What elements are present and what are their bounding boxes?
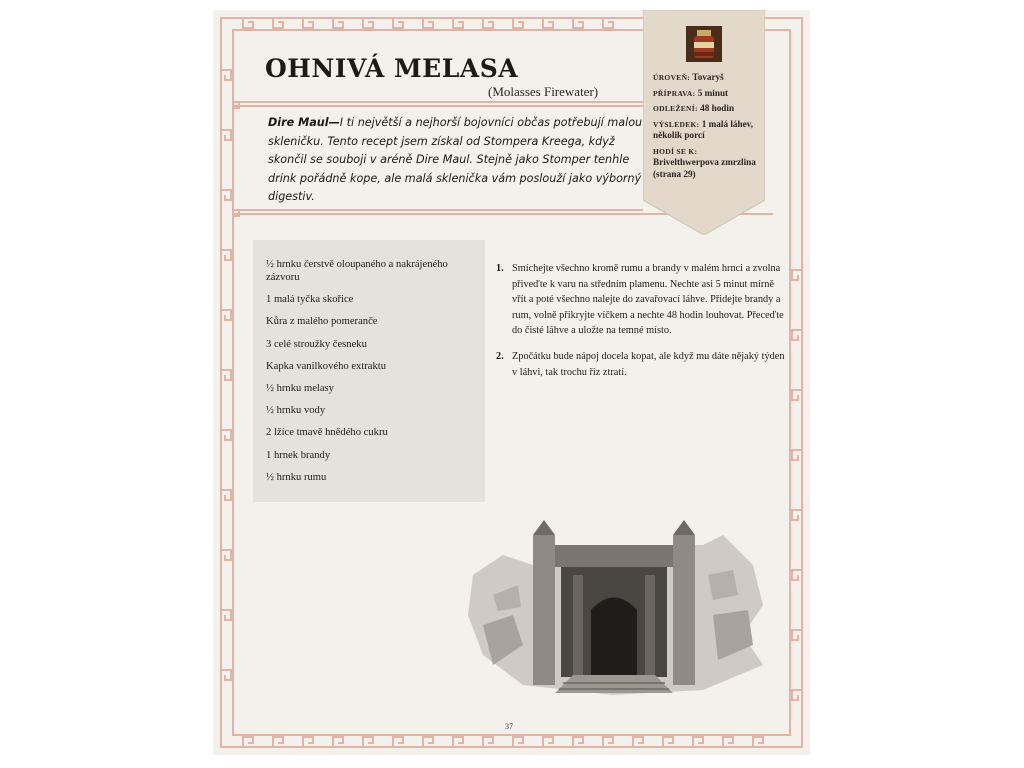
- prep-value: 5 minut: [697, 87, 729, 98]
- ingredient-item: 2 lžíce tmavě hnědého cukru: [266, 427, 388, 439]
- step-text: Zpočátku bude nápoj docela kopat, ale když mu dáte nějaký týden v láhvi, tak trochu říz ztratí.: [512, 350, 785, 378]
- intro-text: I ti největší a nejhorší bojovníci občas potřebují malou skleničku. Tento recept jsem získal od Stompera Kreega, když skončil se souboji v aréně Dire Maul. Stejně jako Stomper tenhle drink pořádně kope, ale malá sklenička vám poslouží jako výborný digestiv.: [268, 116, 643, 204]
- instructions: [496, 261, 786, 390]
- potion-bottle-icon: [686, 26, 722, 62]
- recipe-subtitle: (Molasses Firewater): [488, 84, 599, 99]
- ingredients-list: [253, 240, 485, 484]
- ingredients-box: [253, 240, 485, 502]
- ingredient-item: 3 celé stroužky česneku: [266, 338, 367, 350]
- page-number: 37: [505, 722, 513, 731]
- step-number: 2.: [496, 350, 504, 362]
- ingredient-item: 1 hrnek brandy: [266, 449, 331, 461]
- instruction-step: [496, 261, 786, 339]
- step-text: Smíchejte všechno kromě rumu a brandy v malém hrnci a zvolna přiveďte k varu na středním plamenu. Nechte asi 5 minut mírně vřít a poté všechno nalejte do zavařovací láhve. Přidejte brandy a rum, volně přikryjte víčkem a nechte 48 hodin louhovat. Přeceďte do čisté láhve a uložte na temné místo.: [512, 263, 784, 337]
- ingredient-item: ½ hrnku vody: [266, 405, 326, 417]
- rest-value: 48 hodin: [700, 103, 735, 113]
- cookbook-page: [213, 10, 810, 755]
- recipe-intro: [268, 114, 648, 207]
- yield-label: VÝSLEDEK:: [653, 119, 700, 129]
- rest-label: ODLEŽENÍ:: [653, 104, 698, 113]
- ingredient-item: 1 malá tyčka skořice: [266, 294, 354, 306]
- ingredient-item: ½ hrnku rumu: [266, 471, 327, 483]
- level-label: ÚROVEŇ:: [653, 73, 691, 82]
- level-value: Tovaryš: [692, 72, 724, 82]
- pairs-label: HODÍ SE K:: [653, 146, 698, 156]
- recipe-title: OHNIVÁ MELASA: [265, 54, 519, 83]
- instruction-step: [496, 349, 786, 380]
- intro-lead: Dire Maul—: [268, 116, 340, 129]
- prep-label: PŘÍPRAVA:: [653, 88, 696, 98]
- ingredient-item: ½ hrnku čerstvě oloupaného a nakrájeného zázvoru: [266, 259, 448, 283]
- dungeon-gate-illustration: [463, 515, 773, 695]
- yield-value: 1 malá láhev, několik porcí: [653, 118, 754, 140]
- badge-details: [653, 72, 765, 184]
- ingredient-item: ½ hrnku melasy: [266, 382, 334, 394]
- pairs-value: Brivelthwerpova zmrzlina (strana 29): [653, 157, 756, 179]
- step-number: 1.: [496, 263, 504, 274]
- ingredient-item: Kůra z malého pomeranče: [266, 316, 378, 328]
- ingredient-item: Kapka vanilkového extraktu: [266, 360, 387, 372]
